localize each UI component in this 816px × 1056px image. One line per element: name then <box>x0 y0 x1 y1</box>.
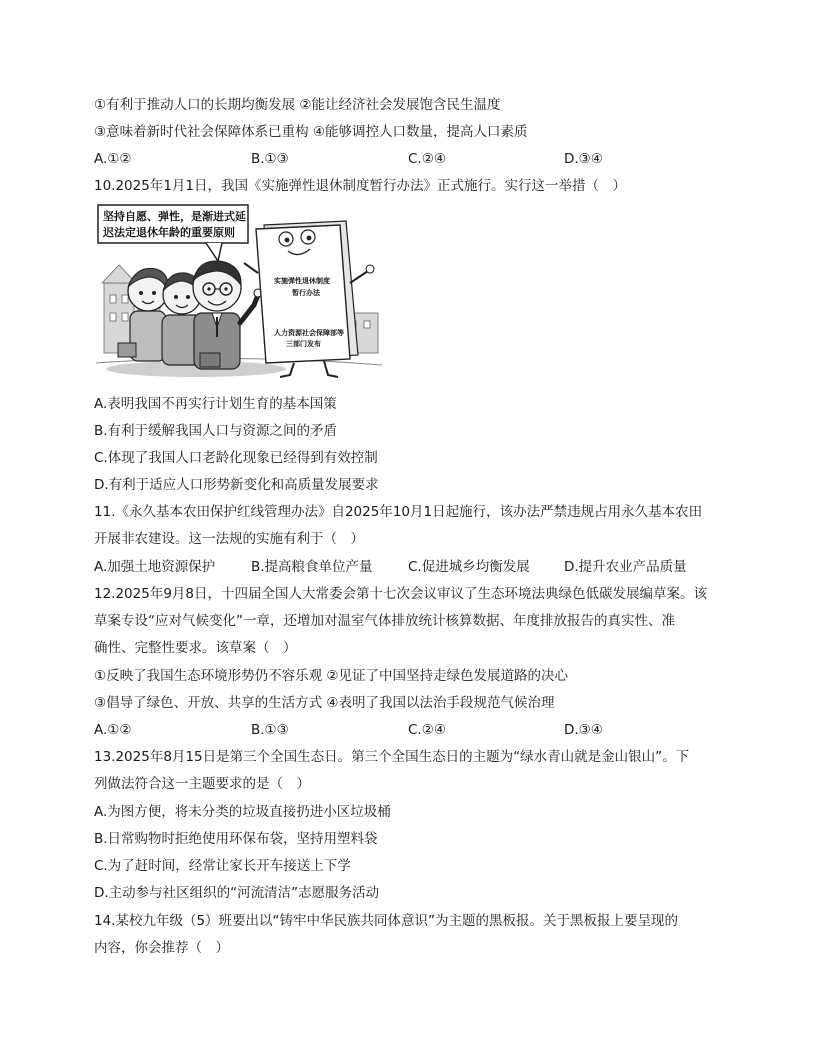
q11-stem-line1: 11.《永久基本农田保护红线管理办法》自2025年10月1日起施行，该办法严禁违规占用永久基本农田 <box>94 504 703 520</box>
q11-stem-line2: 开展非农建设。这一法规的实施有利于（ ） <box>94 531 364 547</box>
q10-stem: 10.2025年1月1日，我国《实施弹性退休制度暂行办法》正式施行。实行这一举措（ ） <box>94 178 627 194</box>
person-man-with-glasses <box>193 261 262 369</box>
q9-statements-1-2: ①有利于推动人口的长期均衡发展 ②能让经济社会发展饱含民生温度 <box>94 97 501 113</box>
q14-stem-line2: 内容，你会推荐（ ） <box>94 940 229 956</box>
q10-caption-line1: 坚持自愿、弹性，是渐进式延 <box>103 210 246 223</box>
q12-stem-line2: 草案专设“应对气候变化”一章，还增加对温室气体排放统计核算数据、年度排放报告的真实性、准 <box>94 613 675 629</box>
q10-option-a: A.表明我国不再实行计划生育的基本国策 <box>94 396 337 412</box>
doc-issuer-line2: 三部门发布 <box>286 340 321 348</box>
q9-option-d: D.③④ <box>564 151 603 167</box>
q9-option-c: C.②④ <box>408 151 446 167</box>
doc-title-line2: 暂行办法 <box>292 289 320 297</box>
personified-regulation-document <box>244 221 374 377</box>
q11-option-c: C.促进城乡均衡发展 <box>408 559 530 575</box>
q10-caption-line2: 迟法定退休年龄的重要原则 <box>103 226 235 239</box>
q13-stem-line2: 列做法符合这一主题要求的是（ ） <box>94 776 310 792</box>
q10-option-c: C.体现了我国人口老龄化现象已经得到有效控制 <box>94 450 378 466</box>
q12-stem-line3: 确性、完整性要求。该草案（ ） <box>94 640 297 656</box>
q9-option-b: B.①③ <box>251 151 289 167</box>
q13-stem-line1: 13.2025年8月15日是第三个全国生态日。第三个全国生态日的主题为“绿水青山就是金山银山”。下 <box>94 749 690 765</box>
q13-option-c: C.为了赶时间，经常让家长开车接送上下学 <box>94 858 351 874</box>
q12-statements-1-2: ①反映了我国生态环境形势仍不容乐观 ②见证了中国坚持走绿色发展道路的决心 <box>94 668 568 684</box>
q10-cartoon-illustration <box>96 203 382 383</box>
q11-option-b: B.提高粮食单位产量 <box>251 559 373 575</box>
doc-title-line1: 实施弹性退休制度 <box>274 277 330 285</box>
q12-option-b: B.①③ <box>251 722 289 738</box>
q11-option-d: D.提升农业产品质量 <box>564 559 687 575</box>
q10-option-b: B.有利于缓解我国人口与资源之间的矛盾 <box>94 423 338 439</box>
q13-option-a: A.为图方便，将未分类的垃圾直接扔进小区垃圾桶 <box>94 804 391 820</box>
q9-statements-3-4: ③意味着新时代社会保障体系已重构 ④能够调控人口数量，提高人口素质 <box>94 124 528 140</box>
q13-option-d: D.主动参与社区组织的“河流清洁”志愿服务活动 <box>94 885 380 901</box>
q12-option-a: A.①② <box>94 722 132 738</box>
q13-option-b: B.日常购物时拒绝使用环保布袋，坚持用塑料袋 <box>94 831 378 847</box>
q12-stem-line1: 12.2025年9月8日，十四届全国人大常委会第十七次会议审议了生态环境法典绿色低碳发展编草案。该 <box>94 586 708 602</box>
doc-issuer-line1: 人力资源社会保障部等 <box>274 329 344 337</box>
q10-option-d: D.有利于适应人口形势新变化和高质量发展要求 <box>94 477 379 493</box>
q12-option-c: C.②④ <box>408 722 446 738</box>
q12-statements-3-4: ③倡导了绿色、开放、共享的生活方式 ④表明了我国以法治手段规范气候治理 <box>94 695 555 711</box>
q12-option-d: D.③④ <box>564 722 603 738</box>
q9-option-a: A.①② <box>94 151 132 167</box>
q11-option-a: A.加强土地资源保护 <box>94 559 216 575</box>
q14-stem-line1: 14.某校九年级（5）班要出以“铸牢中华民族共同体意识”为主题的黑板报。关于黑板报上要呈现的 <box>94 913 679 929</box>
